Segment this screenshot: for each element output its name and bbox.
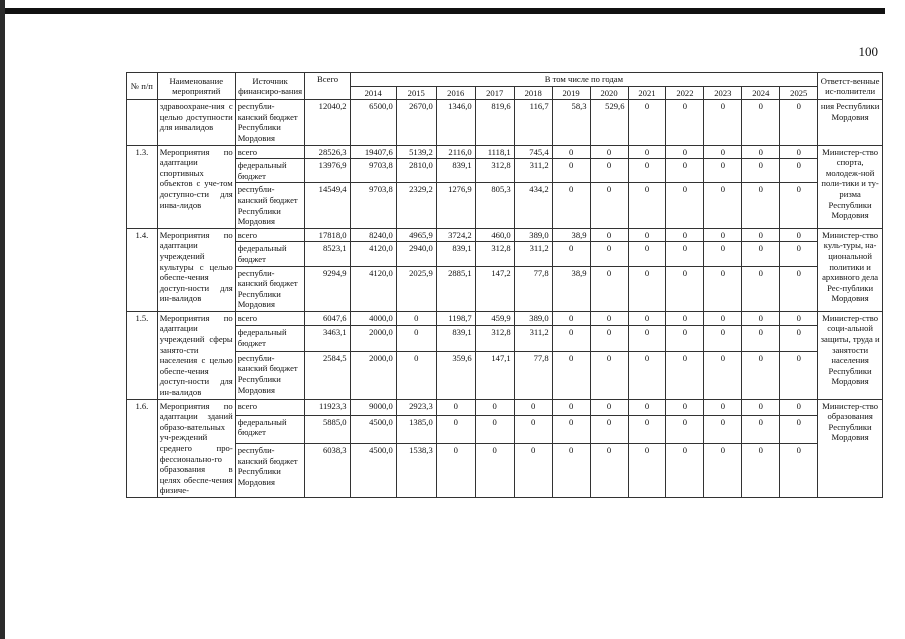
- funding-source: федеральный бюджет: [235, 159, 305, 183]
- year-value: 0: [780, 228, 818, 242]
- year-value: 0: [628, 311, 666, 325]
- year-value: 0: [590, 242, 628, 266]
- year-value: 0: [666, 100, 704, 145]
- year-value: 0: [514, 415, 552, 444]
- year-value: 0: [742, 326, 780, 352]
- year-value: 819,6: [475, 100, 514, 145]
- responsible-executor: Министер-ство спорта, молодеж-ной поли-тики и ту-ризма Республики Мордовия: [818, 145, 883, 228]
- year-value: 839,1: [436, 159, 475, 183]
- funding-source: федеральный бюджет: [235, 326, 305, 352]
- year-value: 0: [704, 326, 742, 352]
- year-value: 1118,1: [475, 145, 514, 159]
- year-value: 0: [552, 183, 590, 228]
- year-value: 0: [590, 311, 628, 325]
- year-value: 2329,2: [396, 183, 436, 228]
- year-value: 2000,0: [350, 351, 396, 399]
- year-value: 9000,0: [350, 399, 396, 415]
- year-value: 0: [552, 311, 590, 325]
- total-value: 3463,1: [305, 326, 350, 352]
- responsible-executor: Министер-ство соци-альной защиты, труда и занятости населения Республики Мордовия: [818, 311, 883, 399]
- year-value: 0: [552, 444, 590, 498]
- year-value: 0: [780, 351, 818, 399]
- total-value: 28526,3: [305, 145, 350, 159]
- year-value: 0: [436, 444, 475, 498]
- header-row: [127, 73, 883, 87]
- table-row: [127, 444, 883, 498]
- header-year: 2015: [396, 86, 436, 100]
- year-value: 312,8: [475, 326, 514, 352]
- funding-source: всего: [235, 399, 305, 415]
- year-value: 4000,0: [350, 311, 396, 325]
- year-value: 1276,9: [436, 183, 475, 228]
- table-row: [127, 183, 883, 228]
- year-value: 0: [780, 326, 818, 352]
- year-value: 0: [396, 326, 436, 352]
- year-value: 0: [666, 159, 704, 183]
- year-value: 0: [590, 415, 628, 444]
- year-value: 839,1: [436, 326, 475, 352]
- total-value: 6047,6: [305, 311, 350, 325]
- year-value: 0: [475, 399, 514, 415]
- year-value: 2923,3: [396, 399, 436, 415]
- year-value: 0: [628, 415, 666, 444]
- header-year: 2019: [552, 86, 590, 100]
- year-value: 4500,0: [350, 415, 396, 444]
- funding-source: всего: [235, 228, 305, 242]
- year-value: 0: [475, 415, 514, 444]
- year-value: 0: [742, 228, 780, 242]
- year-value: 0: [704, 159, 742, 183]
- year-value: 0: [666, 145, 704, 159]
- year-value: 0: [666, 242, 704, 266]
- year-value: 0: [552, 145, 590, 159]
- year-value: 805,3: [475, 183, 514, 228]
- year-value: 0: [780, 266, 818, 311]
- year-value: 0: [742, 266, 780, 311]
- measure-name: Мероприятия по адаптации зданий образо-вательных уч-реждений среднего про-фессионально-го образования в целях обеспе-чения физиче-: [157, 399, 235, 497]
- year-value: 311,2: [514, 326, 552, 352]
- year-value: 389,0: [514, 311, 552, 325]
- funding-source: республи-канский бюджет Республики Мордовия: [235, 444, 305, 498]
- funding-source: республи-канский бюджет Республики Мордовия: [235, 266, 305, 311]
- year-value: 2000,0: [350, 326, 396, 352]
- year-value: 0: [514, 444, 552, 498]
- year-value: 2810,0: [396, 159, 436, 183]
- year-value: 311,2: [514, 159, 552, 183]
- year-value: 0: [666, 266, 704, 311]
- year-value: 0: [666, 351, 704, 399]
- year-value: 0: [590, 326, 628, 352]
- header-year: 2018: [514, 86, 552, 100]
- total-value: 6038,3: [305, 444, 350, 498]
- year-value: 2670,0: [396, 100, 436, 145]
- year-value: 0: [628, 228, 666, 242]
- funding-source: республи-канский бюджет Республики Мордовия: [235, 100, 305, 145]
- table-row: [127, 399, 883, 415]
- year-value: 4120,0: [350, 242, 396, 266]
- total-value: 11923,3: [305, 399, 350, 415]
- funding-source: федеральный бюджет: [235, 415, 305, 444]
- year-value: 459,9: [475, 311, 514, 325]
- year-value: 0: [704, 415, 742, 444]
- year-value: 58,3: [552, 100, 590, 145]
- year-value: 9703,8: [350, 183, 396, 228]
- year-value: 0: [552, 159, 590, 183]
- year-value: 0: [704, 399, 742, 415]
- row-number: 1.3.: [127, 145, 158, 228]
- responsible-executor: ния Республики Мордовия: [818, 100, 883, 145]
- year-value: 0: [628, 242, 666, 266]
- header-year: 2024: [742, 86, 780, 100]
- year-value: 0: [704, 242, 742, 266]
- year-value: 9703,8: [350, 159, 396, 183]
- total-value: 14549,4: [305, 183, 350, 228]
- year-value: 0: [780, 444, 818, 498]
- total-value: 5885,0: [305, 415, 350, 444]
- total-value: 8523,1: [305, 242, 350, 266]
- responsible-executor: Министер-ство образования Республики Мордовия: [818, 399, 883, 497]
- year-value: 2940,0: [396, 242, 436, 266]
- measure-name: Мероприятия по адаптации учреждений сферы занято-сти населения с целью обеспе-чения доступ-ности для ин-валидов: [157, 311, 235, 399]
- header-year: 2017: [475, 86, 514, 100]
- year-value: 0: [590, 183, 628, 228]
- year-value: 839,1: [436, 242, 475, 266]
- year-value: 4965,9: [396, 228, 436, 242]
- year-value: 529,6: [590, 100, 628, 145]
- header-year: 2023: [704, 86, 742, 100]
- year-value: 0: [780, 183, 818, 228]
- year-value: 0: [628, 444, 666, 498]
- year-value: 0: [396, 351, 436, 399]
- year-value: 0: [590, 266, 628, 311]
- year-value: 0: [704, 100, 742, 145]
- year-value: 38,9: [552, 266, 590, 311]
- year-value: 0: [552, 399, 590, 415]
- header-year: 2020: [590, 86, 628, 100]
- scan-edge-shadow: [0, 0, 5, 639]
- year-value: 0: [590, 145, 628, 159]
- table-row: [127, 228, 883, 242]
- header-source: Источник финансиро-вания: [235, 73, 305, 100]
- funding-source: всего: [235, 145, 305, 159]
- year-value: 0: [552, 351, 590, 399]
- year-value: 0: [742, 351, 780, 399]
- year-value: 19407,6: [350, 145, 396, 159]
- year-value: 38,9: [552, 228, 590, 242]
- total-value: 17818,0: [305, 228, 350, 242]
- year-value: 147,1: [475, 351, 514, 399]
- year-value: 0: [436, 415, 475, 444]
- year-value: 312,8: [475, 242, 514, 266]
- year-value: 0: [742, 159, 780, 183]
- table-row: [127, 415, 883, 444]
- table-row: [127, 159, 883, 183]
- year-value: 0: [742, 100, 780, 145]
- header-year: 2016: [436, 86, 475, 100]
- year-value: 77,8: [514, 351, 552, 399]
- row-number: [127, 100, 158, 145]
- year-value: 1346,0: [436, 100, 475, 145]
- year-value: 147,2: [475, 266, 514, 311]
- year-value: 0: [628, 399, 666, 415]
- year-value: 0: [666, 326, 704, 352]
- year-value: 0: [590, 399, 628, 415]
- header-total: Всего: [305, 73, 350, 100]
- total-value: 12040,2: [305, 100, 350, 145]
- year-value: 0: [475, 444, 514, 498]
- year-value: 0: [780, 159, 818, 183]
- year-value: 0: [628, 145, 666, 159]
- funding-source: республи-канский бюджет Республики Мордовия: [235, 183, 305, 228]
- year-value: 4500,0: [350, 444, 396, 498]
- year-value: 0: [742, 145, 780, 159]
- header-year: 2021: [628, 86, 666, 100]
- year-value: 5139,2: [396, 145, 436, 159]
- page-number: 100: [858, 44, 878, 59]
- year-value: 0: [590, 228, 628, 242]
- measure-name: Мероприятия по адаптации спортивных объектов с уче-том доступно-сти для инва-лидов: [157, 145, 235, 228]
- year-value: 312,8: [475, 159, 514, 183]
- year-value: 0: [590, 159, 628, 183]
- year-value: 77,8: [514, 266, 552, 311]
- year-value: 0: [552, 415, 590, 444]
- year-value: 8240,0: [350, 228, 396, 242]
- year-value: 0: [628, 266, 666, 311]
- year-value: 1538,3: [396, 444, 436, 498]
- year-value: 0: [704, 311, 742, 325]
- header-year: 2022: [666, 86, 704, 100]
- year-value: 0: [780, 242, 818, 266]
- year-value: 434,2: [514, 183, 552, 228]
- table-row: [127, 326, 883, 352]
- year-value: 2885,1: [436, 266, 475, 311]
- year-value: 0: [742, 444, 780, 498]
- year-value: 0: [552, 326, 590, 352]
- header-by-years: В том числе по годам: [350, 73, 818, 87]
- year-value: 0: [628, 326, 666, 352]
- year-value: 0: [666, 311, 704, 325]
- funding-source: федеральный бюджет: [235, 242, 305, 266]
- year-value: 0: [742, 415, 780, 444]
- scan-top-bar: [5, 8, 885, 14]
- year-value: 0: [666, 415, 704, 444]
- year-value: 0: [628, 159, 666, 183]
- row-number: 1.6.: [127, 399, 158, 497]
- year-value: 2116,0: [436, 145, 475, 159]
- header-name: Наименование мероприятий: [157, 73, 235, 100]
- year-value: 0: [780, 100, 818, 145]
- year-value: 0: [396, 311, 436, 325]
- year-value: 1198,7: [436, 311, 475, 325]
- year-value: 0: [628, 183, 666, 228]
- year-value: 0: [514, 399, 552, 415]
- year-value: 0: [780, 415, 818, 444]
- table-row: [127, 242, 883, 266]
- year-value: 0: [704, 145, 742, 159]
- year-value: 0: [780, 399, 818, 415]
- row-number: 1.5.: [127, 311, 158, 399]
- year-value: 389,0: [514, 228, 552, 242]
- year-value: 0: [780, 311, 818, 325]
- year-value: 0: [436, 399, 475, 415]
- header-year: 2025: [780, 86, 818, 100]
- year-value: 0: [666, 444, 704, 498]
- year-value: 0: [742, 183, 780, 228]
- table-row: [127, 100, 883, 145]
- year-value: 0: [590, 351, 628, 399]
- responsible-executor: Министер-ство куль-туры, на-циональной политики и архивного дела Рес-публики Мордовия: [818, 228, 883, 311]
- year-value: 0: [704, 444, 742, 498]
- year-value: 0: [704, 351, 742, 399]
- year-value: 0: [628, 100, 666, 145]
- row-number: 1.4.: [127, 228, 158, 311]
- year-value: 3724,2: [436, 228, 475, 242]
- year-value: 0: [742, 399, 780, 415]
- year-value: 0: [666, 183, 704, 228]
- year-value: 0: [780, 145, 818, 159]
- table-row: [127, 351, 883, 399]
- year-value: 0: [666, 228, 704, 242]
- year-value: 0: [742, 242, 780, 266]
- year-value: 4120,0: [350, 266, 396, 311]
- table-row: [127, 311, 883, 325]
- header-responsible: Ответст-венные ис-полнители: [818, 73, 883, 100]
- year-value: 0: [742, 311, 780, 325]
- funding-table: [126, 72, 883, 498]
- year-value: 6500,0: [350, 100, 396, 145]
- measure-name: Мероприятия по адаптации учреждений культуры с целью обеспе-чения доступ-ности для ин-валидов: [157, 228, 235, 311]
- year-value: 0: [704, 266, 742, 311]
- table-row: [127, 266, 883, 311]
- year-value: 0: [628, 351, 666, 399]
- measure-name: здравоохране-ния с целью доступности для инвалидов: [157, 100, 235, 145]
- year-value: 0: [552, 242, 590, 266]
- year-value: 2025,9: [396, 266, 436, 311]
- header-year: 2014: [350, 86, 396, 100]
- year-value: 311,2: [514, 242, 552, 266]
- year-value: 0: [704, 228, 742, 242]
- total-value: 2584,5: [305, 351, 350, 399]
- year-value: 745,4: [514, 145, 552, 159]
- funding-source: республи-канский бюджет Республики Мордовия: [235, 351, 305, 399]
- year-value: 0: [666, 399, 704, 415]
- year-value: 116,7: [514, 100, 552, 145]
- table-row: [127, 145, 883, 159]
- total-value: 13976,9: [305, 159, 350, 183]
- year-value: 460,0: [475, 228, 514, 242]
- year-value: 0: [704, 183, 742, 228]
- header-number: № п/п: [127, 73, 158, 100]
- year-value: 0: [590, 444, 628, 498]
- total-value: 9294,9: [305, 266, 350, 311]
- year-value: 1385,0: [396, 415, 436, 444]
- funding-source: всего: [235, 311, 305, 325]
- year-value: 359,6: [436, 351, 475, 399]
